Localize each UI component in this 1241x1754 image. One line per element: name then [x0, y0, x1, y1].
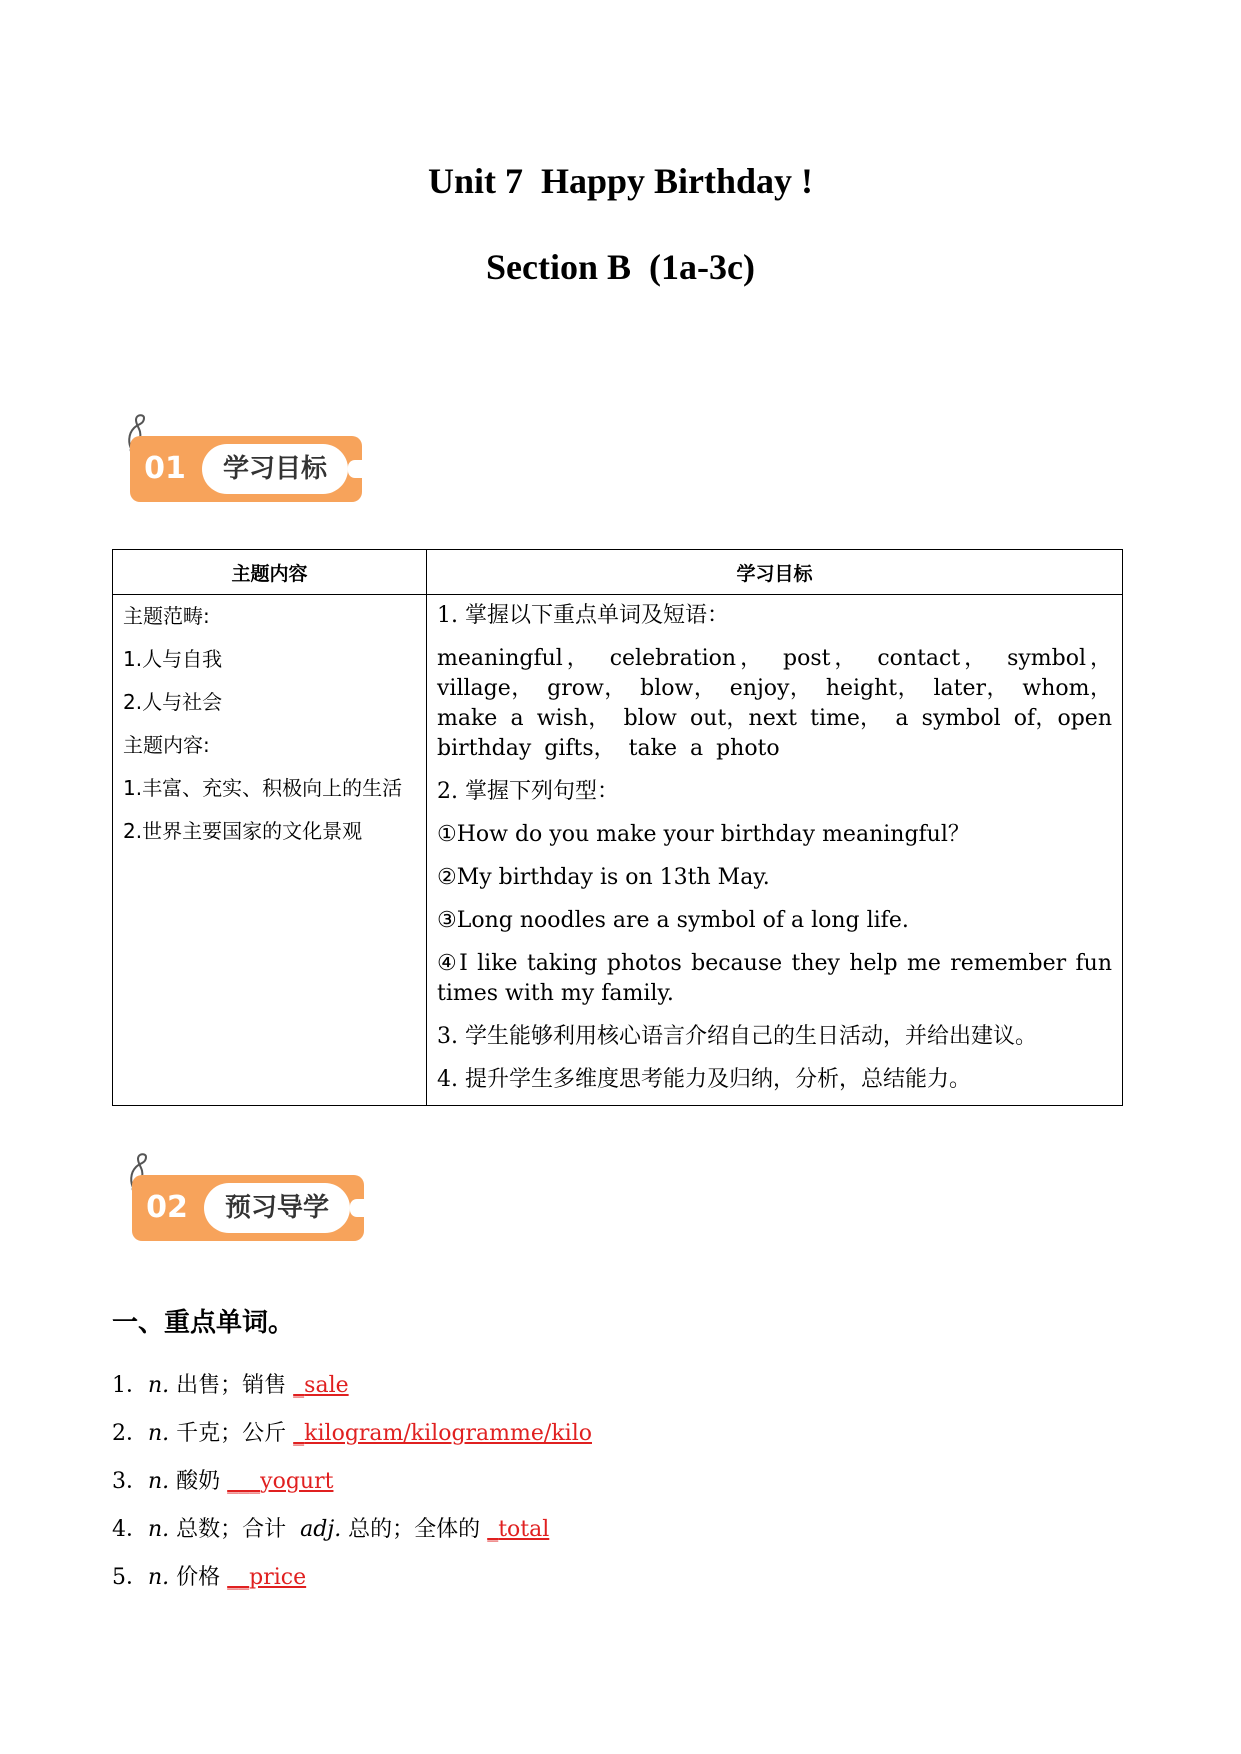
vocab-number: 3． [112, 1469, 148, 1494]
table-header-topic: 主题内容 [113, 550, 427, 595]
part-of-speech: n. [148, 1373, 170, 1398]
vocab-answer: kilogram/kilogramme/kilo [304, 1421, 592, 1446]
badge-number: 01 [144, 451, 186, 486]
vocab-meaning: 酸奶 [169, 1469, 228, 1494]
vocab-item [112, 1560, 306, 1591]
section-badge-preview [126, 1153, 366, 1239]
section-badge-goals [124, 414, 364, 500]
vocab-meaning: 总的；全体的 [341, 1517, 488, 1542]
part-of-speech: adj. [300, 1517, 342, 1542]
vocab-item [112, 1464, 333, 1495]
vocab-meaning: 总数；合计 [169, 1517, 294, 1542]
vocab-meaning: 出售；销售 [169, 1373, 294, 1398]
answer-blank: ___ [227, 1469, 261, 1494]
part-of-speech: n. [148, 1517, 170, 1542]
vocab-number: 5． [112, 1565, 148, 1590]
vocab-number: 1． [112, 1373, 148, 1398]
topic-line: 1.人与自我 [123, 647, 223, 671]
vocab-heading: 一、重点单词。 [112, 1308, 295, 1338]
goal-sentence: ①How do you make your birthday meaningful？ [437, 822, 970, 847]
table-header-goals: 学习目标 [427, 550, 1123, 595]
topic-cell [113, 595, 427, 1106]
goal-line: 2. 掌握下列句型： [437, 779, 619, 804]
page-title: Unit 7 Happy Birthday ! [427, 161, 814, 201]
goals-cell [427, 595, 1123, 1106]
answer-blank: __ [227, 1565, 250, 1590]
answer-blank: _ [487, 1517, 499, 1542]
topic-line: 主题内容: [123, 733, 210, 757]
vocab-number: 4． [112, 1517, 148, 1542]
vocab-item [112, 1416, 592, 1447]
goal-line: 3. 学生能够利用核心语言介绍自己的生日活动，并给出建议。 [437, 1024, 1037, 1049]
goal-line: 4. 提升学生多维度思考能力及归纳，分析，总结能力。 [437, 1067, 971, 1092]
part-of-speech: n. [148, 1565, 170, 1590]
vocab-meaning: 千克；公斤 [169, 1421, 294, 1446]
topic-line: 主题范畴: [123, 604, 210, 628]
badge-label: 学习目标 [202, 444, 348, 494]
vocab-item [112, 1512, 549, 1543]
goal-sentence: ③Long noodles are a symbol of a long life. [437, 908, 909, 933]
page-subtitle: Section B (1a-3c) [486, 247, 755, 287]
part-of-speech: n. [148, 1421, 170, 1446]
goal-sentence: ④I like taking photos because they help me remember fun times with my family. [437, 951, 1112, 1006]
vocab-item [112, 1368, 349, 1399]
vocab-answer: sale [304, 1373, 349, 1398]
part-of-speech: n. [148, 1469, 170, 1494]
learning-goals-table [112, 549, 1123, 1106]
badge-number: 02 [146, 1190, 188, 1225]
vocab-answer: price [249, 1565, 307, 1590]
vocab-meaning: 价格 [169, 1565, 228, 1590]
badge-notch [348, 460, 362, 478]
goal-word-list: meaningful， celebration， post， contact， symbol， village， grow， blow， enjoy， height， later， whom， make a wish， blow out，next time， a symbol of，open birthday gifts， take a photo [437, 646, 1112, 761]
answer-blank: _ [293, 1373, 305, 1398]
vocab-number: 2． [112, 1421, 148, 1446]
badge-notch [350, 1199, 364, 1217]
badge-label: 预习导学 [204, 1183, 350, 1233]
goal-sentence: ②My birthday is on 13th May. [437, 865, 770, 890]
vocab-answer: yogurt [260, 1469, 334, 1494]
topic-line: 2.世界主要国家的文化景观 [123, 819, 363, 843]
topic-line: 1.丰富、充实、积极向上的生活 [123, 776, 403, 800]
topic-line: 2.人与社会 [123, 690, 223, 714]
goal-line: 1. 掌握以下重点单词及短语： [437, 603, 729, 628]
answer-blank: _ [293, 1421, 305, 1446]
vocab-answer: total [498, 1517, 550, 1542]
